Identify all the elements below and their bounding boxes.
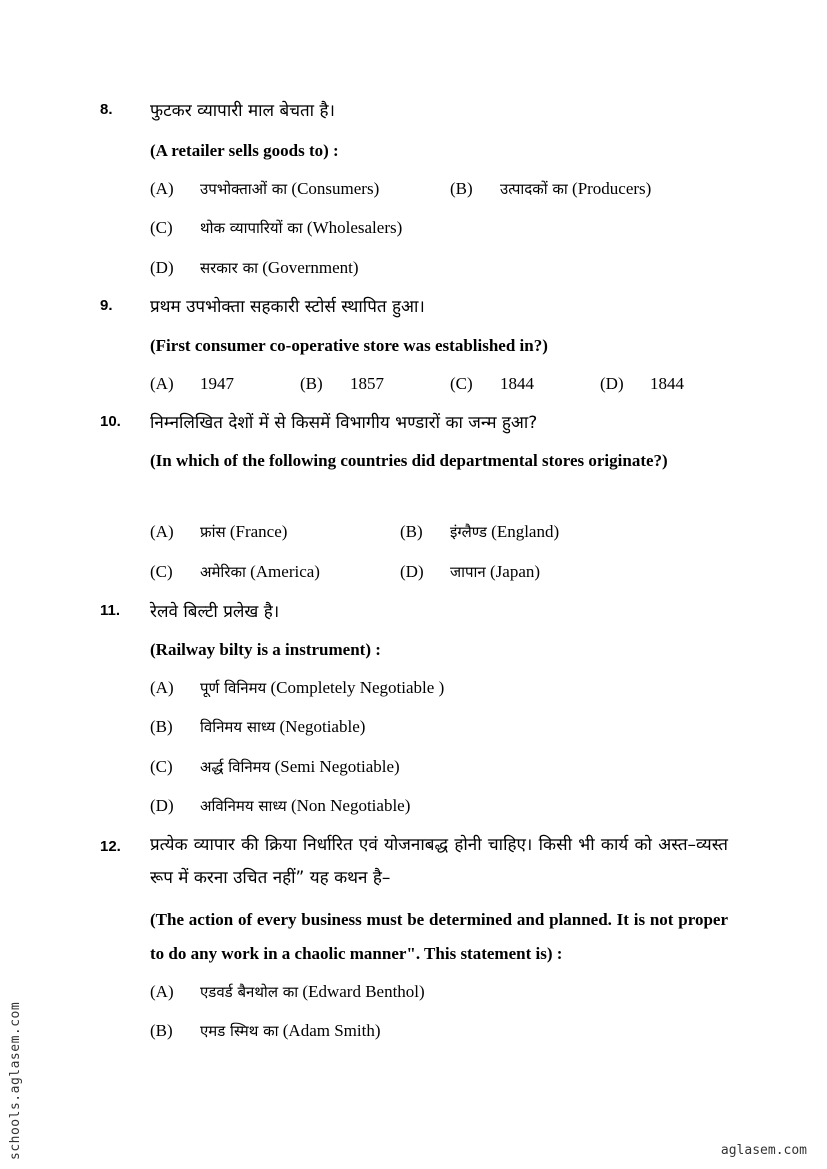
question-10-number: 10.: [100, 413, 121, 430]
question-11-option-b: (B) विनिमय साध्य (Negotiable): [150, 717, 366, 736]
question-10-option-a: (A) फ्रांस (France): [150, 522, 288, 541]
question-8-option-b: (B) उत्पादकों का (Producers): [450, 179, 652, 198]
question-8-english: (A retailer sells goods to) :: [150, 141, 339, 160]
question-8-option-d: (D) सरकार का (Government): [150, 258, 359, 277]
footer-watermark: aglasem.com: [720, 1143, 807, 1158]
question-11-option-d: (D) अविनिमय साध्य (Non Negotiable): [150, 796, 411, 815]
question-12-number: 12.: [100, 838, 121, 855]
question-12-option-a: (A) एडवर्ड बैनथोल का (Edward Benthol): [150, 982, 425, 1001]
question-8-option-a: (A) उपभोक्ताओं का (Consumers): [150, 179, 380, 198]
question-9-option-d: (D) 1844: [600, 374, 684, 393]
question-10-option-c: (C) अमेरिका (America): [150, 562, 320, 581]
question-9-english: (First consumer co-operative store was established in?): [150, 336, 548, 355]
question-10-hindi: निम्नलिखित देशों में से किसमें विभागीय भण्डारों का जन्म हुआ?: [150, 413, 538, 433]
question-9-hindi: प्रथम उपभोक्ता सहकारी स्टोर्स स्थापित हुआ।: [150, 297, 425, 317]
question-11-option-c: (C) अर्द्ध विनिमय (Semi Negotiable): [150, 757, 400, 776]
question-12-option-b: (B) एमड स्मिथ का (Adam Smith): [150, 1021, 381, 1040]
question-11-number: 11.: [100, 602, 121, 619]
question-12-english: (The action of every business must be determined and planned. It is not proper to do any work in a chaolic manner". This statement is) :: [150, 910, 728, 963]
question-9-option-a: (A) 1947: [150, 374, 234, 393]
question-8-number: 8.: [100, 101, 113, 118]
question-10-option-b: (B) इंग्लैण्ड (England): [400, 522, 560, 541]
question-8-hindi: फुटकर व्यापारी माल बेचता है।: [150, 101, 335, 121]
question-10-option-d: (D) जापान (Japan): [400, 562, 541, 581]
question-9-option-b: (B) 1857: [300, 374, 384, 393]
question-12-hindi: प्रत्येक व्यापार की क्रिया निर्धारित एवं योजनाबद्ध होनी चाहिए। किसी भी कार्य को अस्त–व्यस्त रूप में करना उचित नहीं” यह कथन है–: [150, 835, 728, 888]
question-11-english: (Railway bilty is a instrument) :: [150, 640, 381, 659]
question-10-english: (In which of the following countries did departmental stores originate?): [150, 451, 668, 470]
question-9-number: 9.: [100, 297, 113, 314]
question-8-option-c: (C) थोक व्यापारियों का (Wholesalers): [150, 218, 403, 237]
question-11-option-a: (A) पूर्ण विनिमय (Completely Negotiable ): [150, 678, 445, 697]
side-watermark: schools.aglasem.com: [8, 1001, 23, 1160]
question-11-hindi: रेलवे बिल्टी प्रलेख है।: [150, 602, 280, 622]
question-9-option-c: (C) 1844: [450, 374, 534, 393]
